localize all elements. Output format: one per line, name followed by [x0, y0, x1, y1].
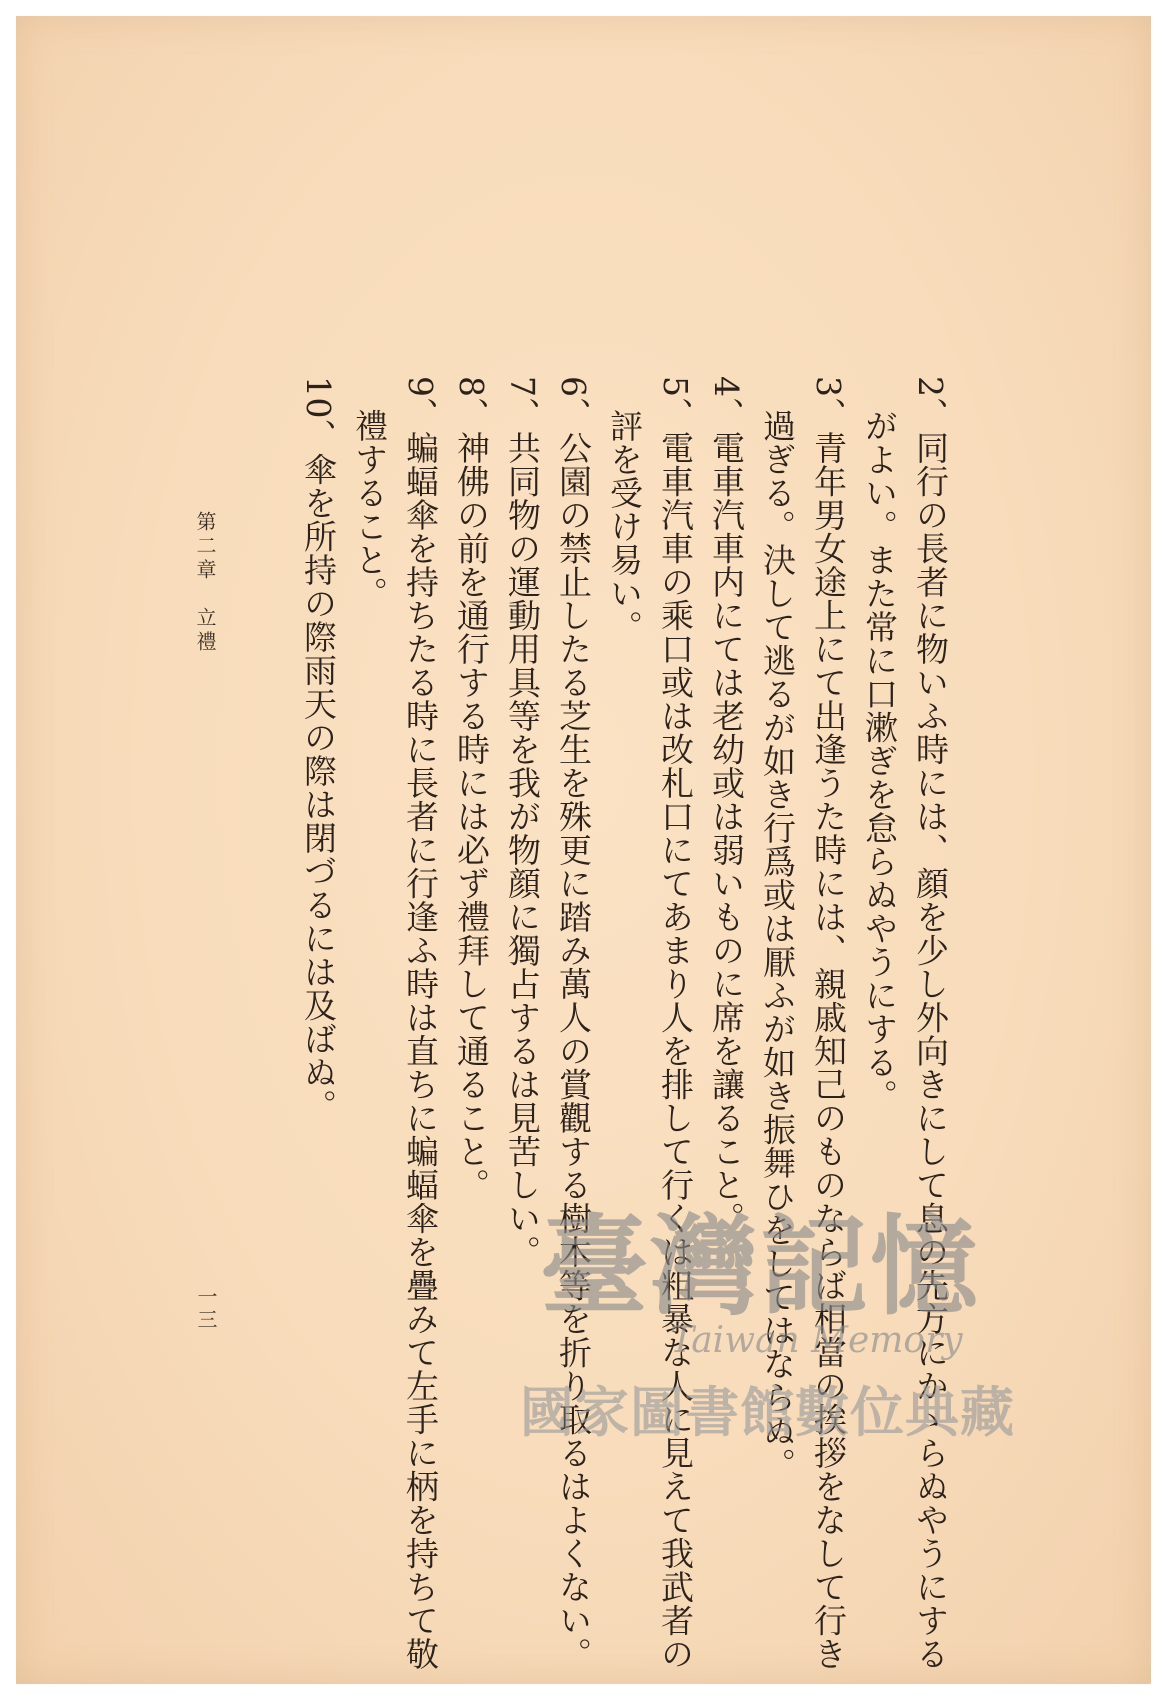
- text-line: 6、公園の禁止したる芝生を殊更に踏み萬人の賞觀する樹木等を折り取るはよくない。: [554, 376, 593, 1671]
- text-line: 8、神佛の前を通行する時には必ず禮拜して通ること。: [452, 376, 491, 1202]
- watermark-logo-text: 臺灣記憶: [540, 1204, 981, 1330]
- watermark-institution: 國家圖書館數位典藏: [520, 1381, 1015, 1444]
- text-line: 3、青年男女途上にて出逢うた時には、親戚知己のものならば相當の挨拶をなして行き: [809, 376, 848, 1671]
- text-line: 過ぎる。決して逃るが如き行爲或は厭ふが如き振舞ひをしてはならぬ。: [758, 409, 797, 1481]
- watermark-logo: [520, 1180, 1080, 1600]
- watermark-latin-text: Taiwan Memory: [670, 1320, 963, 1361]
- text-line: 禮すること。: [350, 409, 389, 610]
- text-line: 9、蝙蝠傘を持ちたる時に長者に行逢ふ時は直ちに蝙蝠傘を疊みて左手に柄を持ちて敬: [401, 376, 440, 1671]
- text-line: 7、共同物の運動用具等を我が物顔に獨占するは見苦しい。: [503, 376, 542, 1269]
- text-line: 5、電車汽車の乘口或は改札口にてあまり人を排して行くは粗暴な人に見えて我武者の: [656, 376, 695, 1671]
- text-line: がよい。また常に口漱ぎを怠らぬやうにする。: [860, 409, 899, 1113]
- page-number: 一三: [194, 1286, 218, 1332]
- text-line: 評を受け易い。: [605, 409, 644, 644]
- text-line: 4、電車汽車内にては老幼或は弱いものに席を讓ること。: [707, 376, 746, 1235]
- text-line: 10、傘を所持の際雨天の際は閉づるには及ばぬ。: [299, 376, 338, 1123]
- running-head: 第二章 立禮: [193, 511, 217, 655]
- text-line: 2、同行の長者に物いふ時には、顔を少し外向きにして息の先方にかゝらぬやうにする: [911, 376, 950, 1671]
